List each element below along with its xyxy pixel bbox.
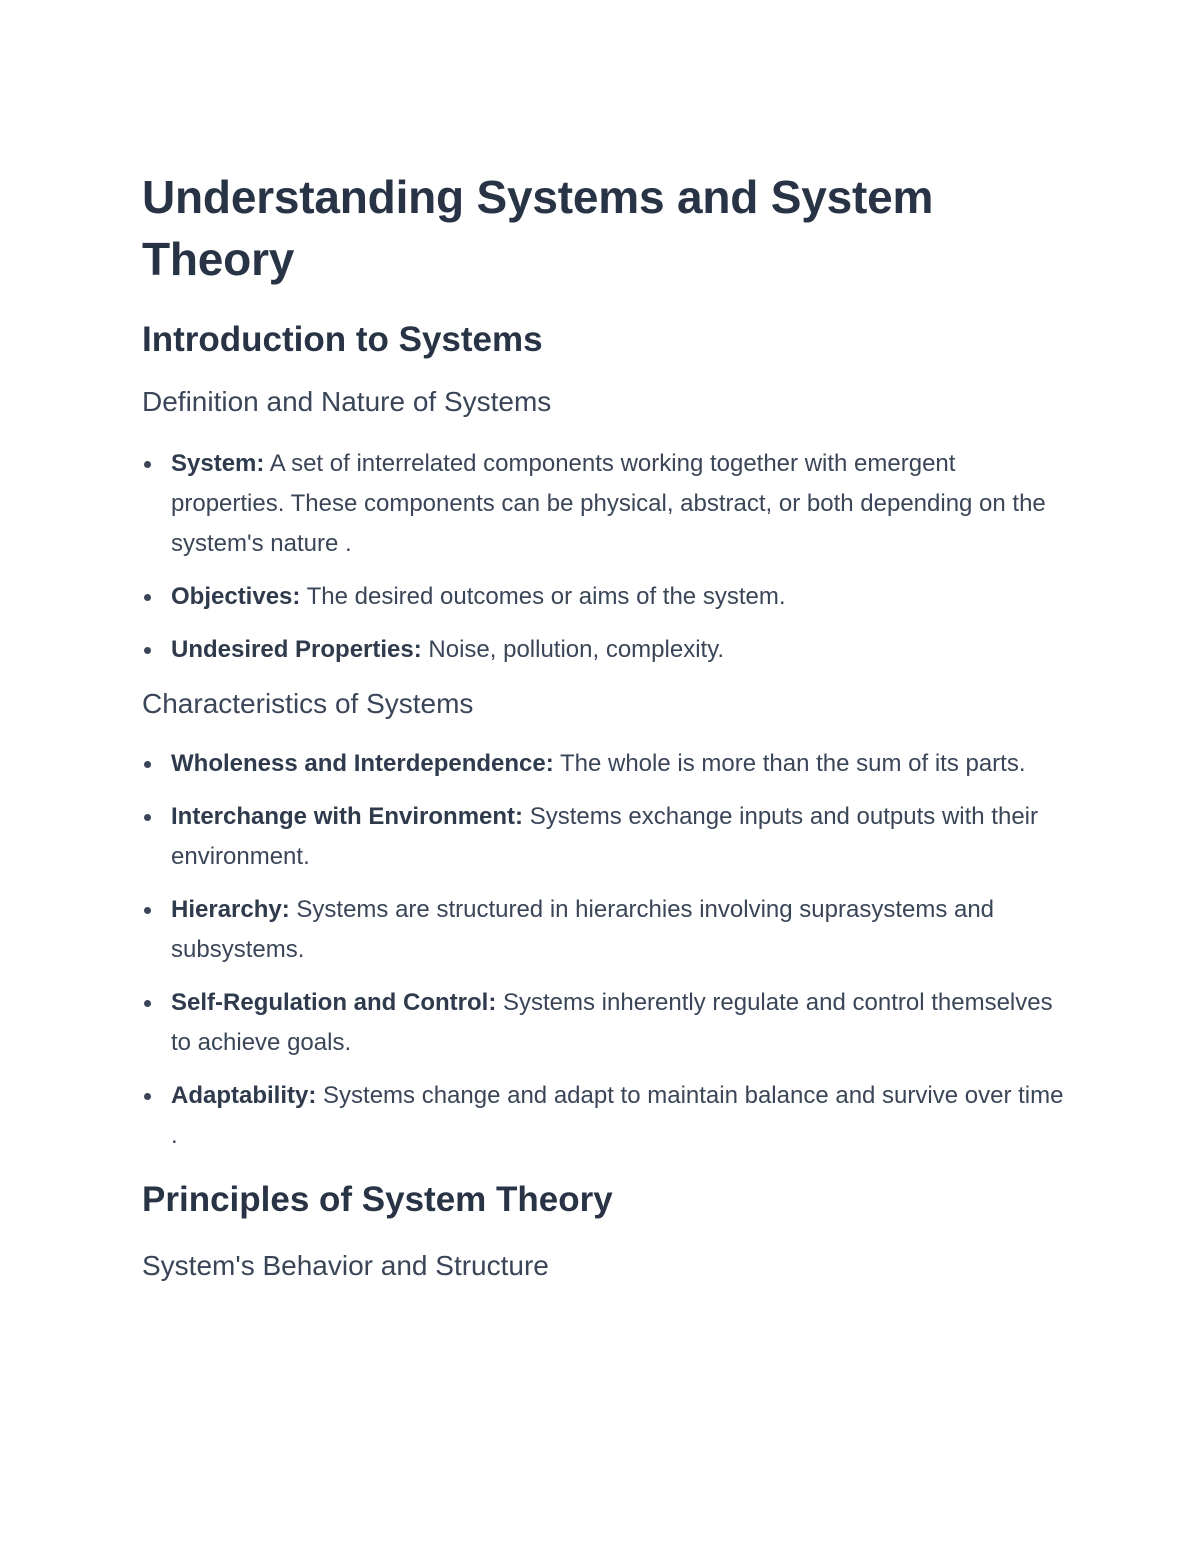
- list-item-term: Interchange with Environment:: [171, 803, 524, 830]
- bullet-icon: [144, 814, 151, 821]
- subsection-heading-definition: Definition and Nature of Systems: [142, 386, 552, 417]
- list-item-text: The whole is more than the sum of its parts.: [553, 750, 1026, 777]
- list-item-text: Systems are structured in hierarchies involving suprasystems and subsystems.: [171, 896, 995, 963]
- document-title: Understanding Systems and System Theory: [142, 171, 934, 285]
- bullet-icon: [144, 594, 151, 601]
- bullet-icon: [144, 647, 151, 654]
- bullet-icon: [144, 907, 151, 914]
- list-item: [142, 890, 1072, 970]
- list-item-text: A set of interrelated components working together with emergent properties. These components can be physical, abstract, or both depending on the system's nature .: [171, 450, 1046, 557]
- list-item-term: Wholeness and Interdependence:: [171, 750, 554, 777]
- definition-list: [142, 444, 1072, 670]
- list-item: [142, 744, 1072, 784]
- list-item-term: Adaptability:: [171, 1082, 317, 1109]
- list-item: [142, 983, 1072, 1063]
- bullet-icon: [144, 761, 151, 768]
- list-item-text: The desired outcomes or aims of the system.: [300, 583, 786, 610]
- list-item-term: Hierarchy:: [171, 896, 290, 923]
- list-item-term: System:: [171, 450, 265, 477]
- list-item-text: Systems exchange inputs and outputs with their environment.: [171, 803, 1038, 870]
- list-item-term: Undesired Properties:: [171, 636, 422, 663]
- list-item: [142, 1076, 1072, 1156]
- subsection-heading-behavior: System's Behavior and Structure: [142, 1250, 549, 1281]
- list-item-term: Objectives:: [171, 583, 301, 610]
- list-item-term: Self-Regulation and Control:: [171, 989, 497, 1016]
- list-item-text: Systems change and adapt to maintain balance and survive over time .: [171, 1082, 1064, 1149]
- section-heading-principles: Principles of System Theory: [142, 1180, 613, 1219]
- characteristics-list: [142, 744, 1072, 1156]
- list-item-text: Noise, pollution, complexity.: [421, 636, 725, 663]
- list-item: [142, 797, 1072, 877]
- list-item: [142, 577, 1072, 617]
- list-item-text: Systems inherently regulate and control themselves to achieve goals.: [171, 989, 1053, 1056]
- list-item: [142, 630, 1072, 670]
- bullet-icon: [144, 1000, 151, 1007]
- bullet-icon: [144, 461, 151, 468]
- subsection-heading-characteristics: Characteristics of Systems: [142, 688, 474, 719]
- bullet-icon: [144, 1093, 151, 1100]
- document-page: [142, 166, 1072, 1284]
- section-heading-introduction: Introduction to Systems: [142, 320, 543, 359]
- list-item: [142, 444, 1072, 564]
